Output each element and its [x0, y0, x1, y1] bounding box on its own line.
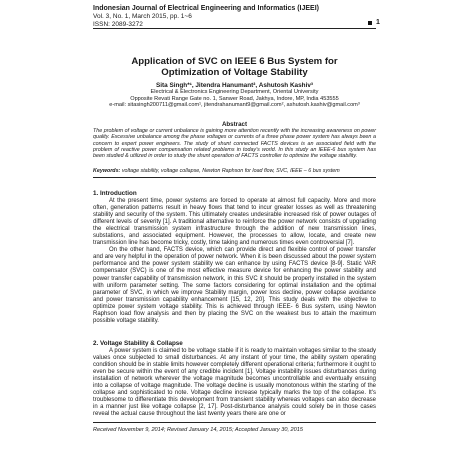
- page-number: [368, 19, 380, 26]
- footer-rule: [93, 422, 376, 423]
- keywords: [93, 168, 376, 174]
- page-number-value: 1: [376, 19, 380, 26]
- title-line-2: Optimization of Voltage Stability: [161, 67, 308, 78]
- section-body-voltage-stability: [93, 348, 376, 418]
- journal-header: [93, 5, 393, 28]
- section-heading-voltage-stability: 2. Voltage Stability & Collapse: [93, 340, 183, 347]
- abstract-text: [93, 128, 376, 159]
- keywords-text: voltage stability, voltage collapse, Newton Raphson for load flow, SVC, IEEE – 6 bus system: [120, 168, 340, 174]
- title-line-1: Application of SVC on IEEE 6 Bus System for: [131, 56, 338, 67]
- affiliation-department: Electrical & Electronics Engineering Department, Oriental University: [150, 89, 319, 95]
- journal-issn: ISSN: 2089-3272: [93, 20, 143, 28]
- received-dates: Received November 9, 2014; Revised January 14, 2015; Accepted January 30, 2015: [93, 427, 304, 433]
- keywords-rule: [93, 177, 376, 178]
- section-heading-introduction: 1. Introduction: [93, 190, 137, 197]
- keywords-label: Keywords:: [93, 168, 121, 174]
- author-emails: e-mail: sitasingh200711@gmail.com¹, jitendrahanumant9@gmail.com², ashutosh.kashiv@gmail.com³: [109, 102, 360, 108]
- square-bullet-icon: [368, 21, 372, 25]
- paragraph: A power system is claimed to be voltage stable if it is ready to maintain voltages similar to the steady values once subjected to small disturbances. At any instant of your time, the ability system operating condition should be in stable limits however completely different operational criteria; furthermore it ought to even be secure within the event of any credible incident [1]. Voltage instability issues disturbances during installation of network wherever the voltage magnitude becomes uncontrollable and eventually ensuing into a collapse of voltage magnitude. The voltage decline is usually monotonous within the starting of the collapse and sophisticated to note. Voltage decline increase typically marks the top of the collapse. It's troublesome to differentiate this development from transient stability whereas voltages can also decrease in a manner just like voltage collapse [2, 17]. Post-disturbance analysis could solely be in those cases reveal the actual cause throughout the last twenty years there are one or: [93, 348, 376, 418]
- paragraph: On the other hand, FACTS device, which can provide direct and flexible control of power transfer and are very helpful in the operation of power network. When it is been discussed about the power system performance and the power system stability we can enhance by using FACTS device [8-9]. Static VAR compensator (SVC) is one of the most effective measure device for enhancing the power stability and power transfer capability of transmission network, in this SVC it should be properly installed in the system with uniform parameter setting. The some factors considering for optimal installation and the optimal parameter of SVC, in which we improve Stability margin, power loss decline, power collapse avoidance and power transmission capability enhancement [15, 12, 20]. This study deals with the objective to optimize power system voltage stability. This is achieved through IEEE- 6 Bus system, using Newton Raphson load flow analysis and then by placing the SVC on the weakest bus to attain the maximum possible voltage stability.: [93, 247, 376, 324]
- paragraph: At the present time, power systems are forced to operate at almost full capacity. More and more often, generation patterns result in heavy flows that tend to incur greater losses as well as threatening stability and security of the system. This ultimately creates undesirable increased risk of power outages of different levels of severity [1]. A traditional alternative to reinforce the power network consists of upgrading the electrical transmission system infrastructure through the addition of new transmission lines, substations, and associated equipment. However, the processes to allow, locate, and create new transmission line has become tricky, costly, time taking and numerous times even controversial [7].: [93, 198, 376, 247]
- affiliation-address: Opposite Revati Range Gate no. 1, Sanwer Road, Jakhya, Indore, MP, India 453555: [130, 95, 339, 102]
- journal-volume: Vol. 3, No. 1, March 2015, pp. 1~6: [93, 13, 192, 20]
- journal-name: Indonesian Journal of Electrical Engineering and Informatics (IJEEI): [93, 5, 319, 12]
- section-body-introduction: [93, 198, 376, 325]
- paper-title: [93, 56, 376, 78]
- author-list: Sita Singh*¹, Jitendra Hanumant², Ashutosh Kashiv³: [155, 82, 314, 89]
- header-rule: [93, 28, 376, 29]
- abstract-heading: Abstract: [221, 121, 248, 128]
- abstract-body: The problem of voltage or current unbalance is gaining more attention recently with the increasing awareness on power quality. Excessive unbalance among the phase voltages or currents of a three phase power system has always been a concern to expert power engineers. The study of shunt connected FACTS devices is an associated field with the problem of reactive power compensation related problems in today's world. In this study an IEEE-6 bus system has been studied & utilized in order to study the shunt operation of FACTS controller to optimize the voltage stability.: [93, 128, 376, 160]
